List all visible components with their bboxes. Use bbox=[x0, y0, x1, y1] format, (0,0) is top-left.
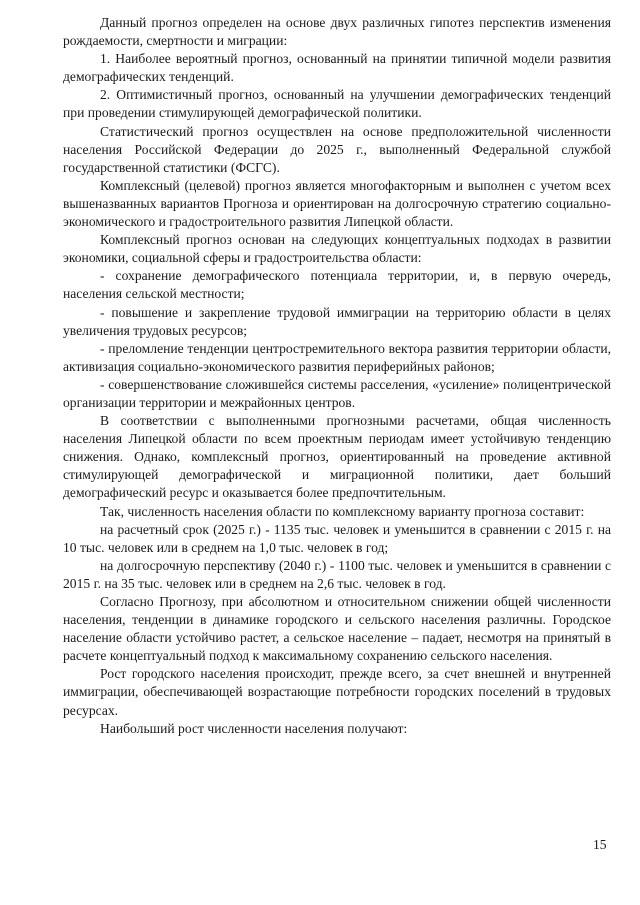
paragraph-forecast-2: 2. Оптимистичный прогноз, основанный на улучшении демографических тенденций при проведении стимулирующей демографической политики. bbox=[63, 87, 611, 121]
list-item: - совершенствование сложившейся системы расселения, «усиление» полицентрической организации территории и межрайонных центров. bbox=[63, 376, 611, 410]
paragraph-calculations: В соответствии с выполненными прогнозными расчетами, общая численность населения Липецкой области по всем проектным периодам имеет устойчивую тенденцию снижения. Однако, комплексный прогноз, ориентированный на проведение активной стимулирующей демографической и миграционной политики, дает больший демографический ресурс и оказывается более предпочтительным. bbox=[63, 413, 611, 501]
paragraph-urban-growth: Рост городского населения происходит, прежде всего, за счет внешней и внутренней иммиграции, обеспечивающей возрастающие потребности городских поселений в трудовых ресурсах. bbox=[63, 666, 611, 718]
document-body bbox=[63, 14, 611, 738]
paragraph-forecast-1: 1. Наиболее вероятный прогноз, основанный на принятии типичной модели развития демографических тенденций. bbox=[63, 51, 611, 85]
paragraph-complex-forecast: Комплексный (целевой) прогноз является многофакторным и выполнен с учетом всех вышеназванных вариантов Прогноза и ориентирован на долгосрочную стратегию социально-экономического и градостроительного развития Липецкой области. bbox=[63, 177, 611, 230]
paragraph-population-will-be: Так, численность населения области по комплексному варианту прогноза составит: bbox=[100, 503, 585, 519]
paragraph-urban-rural: Согласно Прогнозу, при абсолютном и относительном снижении общей численности населения, тенденции в динамике городского и сельского населения различны. Городское население области устойчиво растет, а сельское население – падает, несмотря на принятый в расчете концептуальный подход к максимальному сохранению сельского населения. bbox=[63, 594, 611, 664]
paragraph-statistical-forecast: Статистический прогноз осуществлен на основе предположительной численности населения Российской Федерации до 2025 г., выполненный Федеральной службой государственной статистики (ФСГС). bbox=[63, 123, 611, 175]
page-number: 15 bbox=[593, 837, 607, 852]
paragraph-2025: на расчетный срок (2025 г.) - 1135 тыс. человек и уменьшится в сравнении с 2015 г. на 10 тыс. человек или в среднем на 1,0 тыс. человек в год; bbox=[63, 521, 611, 555]
paragraph-largest-growth: Наибольший рост численности населения получают: bbox=[100, 720, 408, 736]
list-item: - преломление тенденции центростремительного вектора развития территории области, активизация социально-экономического развития периферийных районов; bbox=[63, 340, 611, 374]
paragraph-approaches: Комплексный прогноз основан на следующих концептуальных подходах в развитии экономики, социальной сферы и градостроительства области: bbox=[63, 232, 611, 266]
paragraph-intro: Данный прогноз определен на основе двух различных гипотез перспектив изменения рождаемости, смертности и миграции: bbox=[63, 15, 611, 49]
paragraph-2040: на долгосрочную перспективу (2040 г.) - 1100 тыс. человек и уменьшится в сравнении с 2015 г. на 35 тыс. человек или в среднем на 2,6 тыс. человек в год. bbox=[63, 557, 611, 591]
list-item: - сохранение демографического потенциала территории, и, в первую очередь, населения сельской местности; bbox=[63, 268, 611, 302]
list-item: - повышение и закрепление трудовой иммиграции на территорию области в целях увеличения трудовых ресурсов; bbox=[63, 304, 611, 338]
